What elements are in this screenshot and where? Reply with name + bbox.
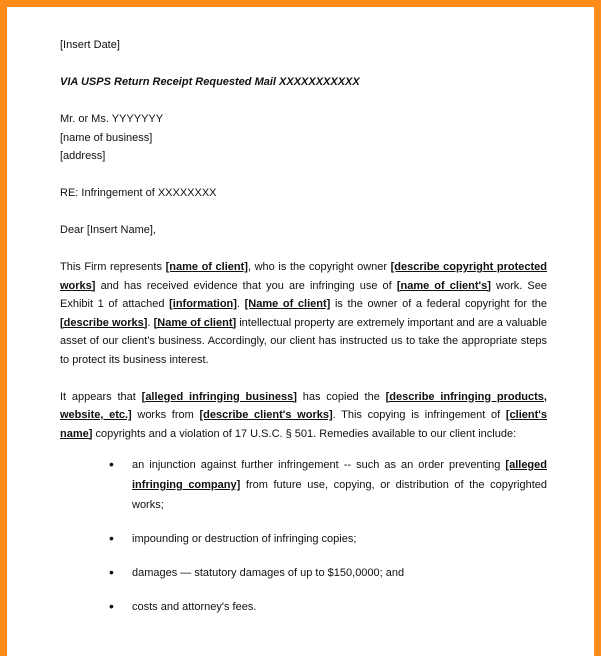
text-segment: It appears that [60,390,142,403]
list-item [60,529,547,549]
bullet-icon: • [109,530,114,546]
delivery-method-line: VIA USPS Return Receipt Requested Mail XXXXXXXXXXX [60,76,360,88]
recipient-name: Mr. or Ms. YYYYYYY [60,113,164,125]
placeholder-clients-name: [name of client's] [396,279,491,292]
text-segment: and has received evidence that you are infringing use of [95,279,397,292]
text-segment: is the owner of a federal copyright for the [330,298,547,310]
recipient-business: [name of business] [60,131,153,144]
text-segment: from future use, copying, or distribution of the copyrighted works; [132,479,547,511]
placeholder-infringing-company: [alleged infringing company] [132,459,547,491]
placeholder-infringing-business: [alleged infringing business] [141,390,297,403]
bullet-icon: • [109,456,114,472]
placeholder-copyright-works: [describe copyright protected works] [60,261,547,292]
document-page [7,7,594,656]
salutation: Dear [Insert Name], [60,224,156,236]
text-segment: copyrights and a violation of 17 U.S.C. § 501. Remedies available to our client include: [92,427,517,440]
placeholder-name-of-client-2: [Name of client] [244,298,331,310]
bullet-icon: • [109,564,114,580]
list-item [60,563,547,583]
placeholder-name-of-client: [name of client] [165,261,248,273]
bullet-icon: • [109,598,114,614]
placeholder-clients-works: [describe client's works] [199,409,333,421]
text-segment: costs and attorney's fees. [132,601,257,613]
paragraph-representation [60,258,547,369]
text-segment: impounding or destruction of infringing copies; [132,533,357,545]
remedies-list [60,455,547,617]
text-segment: work. See Exhibit 1 of attached [60,279,547,310]
text-segment: an injunction against further infringement -- such as an order preventing [132,459,506,471]
placeholder-name-of-client-3: [Name of client] [153,316,237,329]
text-segment: damages — statutory damages of up to $150,0000; and [132,567,405,579]
text-segment: has copied the [296,390,386,403]
placeholder-clients-name-2: [client's name] [60,409,547,440]
text-segment: . [236,298,245,310]
text-segment: . [147,316,154,329]
letter-body [60,36,547,631]
subject-line: RE: Infringement of XXXXXXXX [60,187,217,199]
text-segment: works from [131,409,200,421]
recipient-address: [address] [60,150,106,162]
text-segment: , who is the copyright owner [247,261,391,273]
paragraph-infringement [60,388,547,444]
list-item [60,455,547,515]
placeholder-infringing-products: [describe infringing products, website, etc.] [60,390,547,421]
placeholder-information: [information] [169,298,237,310]
letter-date: [Insert Date] [60,39,120,51]
text-segment: . This copying is infringement of [332,409,506,421]
text-segment: This Firm represents [60,261,166,273]
list-item [60,597,547,617]
placeholder-describe-works: [describe works] [60,316,148,329]
text-segment: intellectual property are extremely important and are a valuable asset of our client's business. Accordingly, our client has instructed us to take the appropriate steps to protect its business interest. [60,316,547,366]
